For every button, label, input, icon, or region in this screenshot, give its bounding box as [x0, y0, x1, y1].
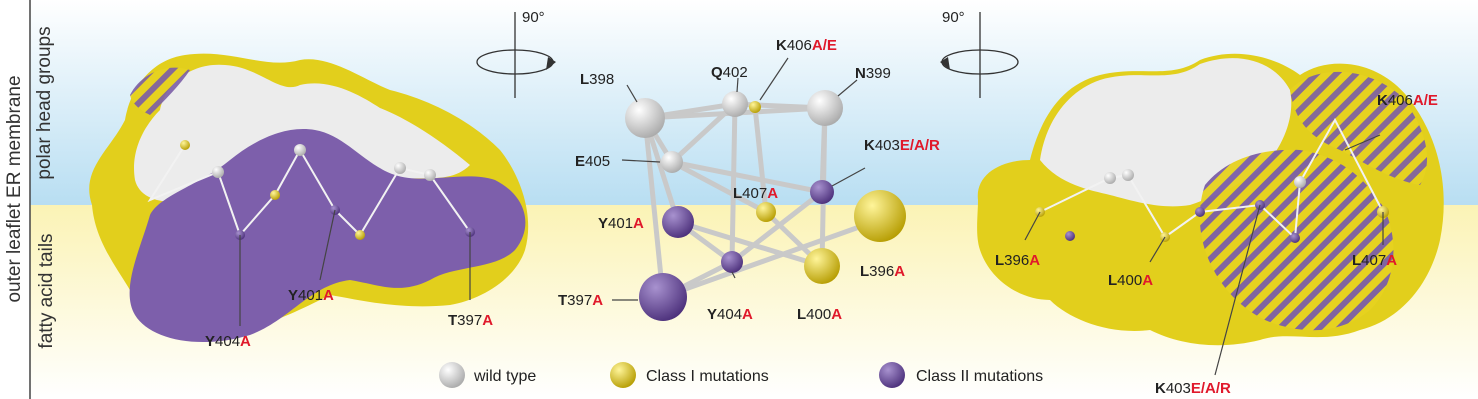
right-surface-model: [977, 54, 1444, 397]
fatty-acid-tails-label: fatty acid tails: [36, 233, 57, 349]
atom-l400: [804, 248, 840, 284]
right-rotation-label: 90°: [942, 9, 965, 26]
center-label-e405: E405: [575, 153, 611, 170]
center-label-y401: Y401A: [598, 215, 644, 232]
atom-l396: [854, 190, 906, 242]
legend-swatch-class-i: [610, 362, 636, 388]
center-ball-stick-model: [558, 37, 940, 323]
atom-q402: [722, 91, 748, 117]
atom-k403: [810, 180, 834, 204]
atom-t397: [639, 273, 687, 321]
right-label-l396: L396A: [995, 252, 1041, 269]
center-label-l398: L398: [580, 71, 615, 88]
left-label-y401: Y401A: [288, 287, 334, 304]
left-surface-model: [89, 54, 528, 350]
right-label-k406: K406A/E: [1377, 92, 1438, 109]
center-label-l400: L400A: [797, 306, 843, 323]
atom-e405: [661, 151, 683, 173]
right-label-k403: K403E/A/R: [1155, 380, 1231, 397]
right-label-l400: L400A: [1108, 272, 1154, 289]
legend-swatch-wild-type: [439, 362, 465, 388]
legend-label-class-i: Class I mutations: [646, 368, 769, 385]
legend-label-class-ii: Class II mutations: [916, 368, 1044, 385]
center-label-l407: L407A: [733, 185, 779, 202]
atom-y404: [721, 251, 743, 273]
right-label-l407: L407A: [1352, 252, 1398, 269]
atom-l407: [756, 202, 776, 222]
atom-l398: [625, 98, 665, 138]
left-rotation-label: 90°: [522, 9, 545, 26]
legend-swatch-class-ii: [879, 362, 905, 388]
center-label-k406: K406A/E: [776, 37, 837, 54]
legend-item-class-i: [610, 362, 769, 388]
legend-item-class-ii: [879, 362, 1043, 388]
center-label-t397: T397A: [558, 292, 604, 309]
atom-n399: [807, 90, 843, 126]
left-label-y404: Y404A: [205, 333, 251, 350]
center-label-y404: Y404A: [707, 306, 753, 323]
center-label-l396: L396A: [860, 263, 906, 280]
right-rotation-arrow: [940, 9, 1018, 98]
center-label-q402: Q402: [711, 64, 748, 81]
center-label-k403: K403E/A/R: [864, 137, 940, 154]
membrane-label: outer leaflet ER membrane: [4, 75, 25, 303]
left-label-t397: T397A: [448, 312, 494, 329]
center-atoms: [625, 90, 906, 321]
legend-item-wild-type: [439, 362, 536, 388]
atom-y401: [662, 206, 694, 238]
center-label-n399: N399: [855, 65, 891, 82]
legend-label-wild-type: wild type: [474, 368, 537, 385]
left-rotation-arrow: [477, 9, 556, 98]
atom-k406: [749, 101, 761, 113]
polar-head-groups-label: polar head groups: [34, 26, 55, 180]
legend: [439, 362, 1043, 388]
